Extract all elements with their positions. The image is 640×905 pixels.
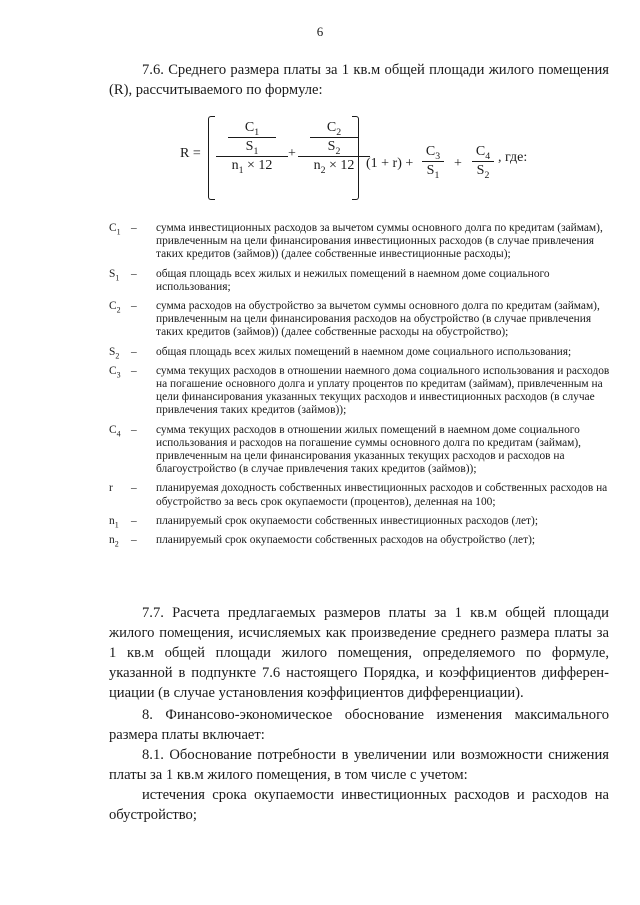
fraction-c2: $C_2$ $S_2$ $n_2 \times 12$ <box>298 120 370 174</box>
definition-c1: $C_1$ – сумма инвестиционных расходов за вычетом суммы основного долга по кредитам (займам), привлеченным на цели финансирования инвестиционных расходов (в случае привлечения таких кредитов (займов)) (далее собственные инвестиционные расходы); <box>109 222 603 261</box>
definition-r: r – планируемая доходность собственных инвестиционных расходов и собственных расходов на обустройство за весь срок окупаемости (процентов), деленная на 100; <box>109 482 608 508</box>
fraction-c1: $C_1$ $S_1$ $n_1 \times 12$ <box>216 120 288 174</box>
paragraph-7-7: 7.7. Расчета предлагаемых размеров платы за 1 кв.м общей площади жилого помещения, исчисляемых как произведение среднего размера платы за 1 кв.м общей площади жилого помещения, определяемого по формуле, указанной в подпункте 7.6 настоящего Порядка, и коэффициентов дифференциации (в случае установления коэффициентов дифференциации). <box>109 605 609 701</box>
definition-c2: $C_2$ – сумма расходов на обустройство за вычетом суммы основного долга по кредитам (займам), привлеченным на цели финансирования расходов на обустройство (в случае привлечения таких кредитов (займов)) (далее собственные расходы на обустройство); <box>109 300 600 339</box>
definition-n2: $n_2$ – планируемый срок окупаемости собственных расходов на обустройство (лет); <box>109 534 536 549</box>
formula-tail: , где: <box>498 150 528 165</box>
plus-sign-2: + <box>454 156 462 171</box>
paragraph-8-1: 8.1. Обоснование потребности в увеличении или возможности снижения платы за 1 кв.м жилого помещения, в том числе с учетом: <box>109 747 609 783</box>
paragraph-7-6: 7.6. Среднего размера платы за 1 кв.м общей площади жилого помещения (R), рассчитываемого по формуле: <box>109 62 609 98</box>
formula-r <box>182 112 562 202</box>
paragraph-8-1-a: истечения срока окупаемости инвестиционных расходов и расходов на обустройство; <box>109 787 609 823</box>
definition-s2: $S_2$ – общая площадь всех жилых помещений в наемном доме социального использования; <box>109 345 572 360</box>
fraction-c3: $C_3$ $S_1$ <box>422 144 444 179</box>
paragraph-8: 8. Финансово-экономическое обоснование изменения максимального размера платы включает: <box>109 707 609 743</box>
page-number: 6 <box>316 24 324 39</box>
definition-c3: $C_3$ – сумма текущих расходов в отношении наемного дома социального использования и расходов на погашение основного долга и уплату процентов по кредитам (займам), привлеченным на цели финансирования указанных текущих расходов и инвестиционных расходов (в случае привлечения таких кредитов (займов)); <box>109 364 610 417</box>
definition-n1: $n_1$ – планируемый срок окупаемости собственных инвестиционных расходов (лет); <box>109 514 538 530</box>
definition-c4: $C_4$ – сумма текущих расходов в отношении жилых помещений в наемном доме социального использования и расходов на погашение суммы основного долга по кредитам (займам), привлеченным на цели финансирования указанных текущих расходов и расходов на благоустройство (в случае привлечения таких кредитов (займов)); <box>109 423 582 476</box>
definition-s1: $S_1$ – общая площадь всех жилых и нежилых помещений в наемном доме социального использования; <box>109 267 550 293</box>
plus-sign: + <box>288 146 296 161</box>
left-bracket <box>208 116 215 200</box>
definitions-list <box>109 222 611 553</box>
one-plus-r: (1 + r) + <box>366 156 414 171</box>
right-bracket <box>352 116 359 200</box>
formula-lhs: R = <box>180 146 201 161</box>
fraction-c4: $C_4$ $S_2$ <box>472 144 494 179</box>
